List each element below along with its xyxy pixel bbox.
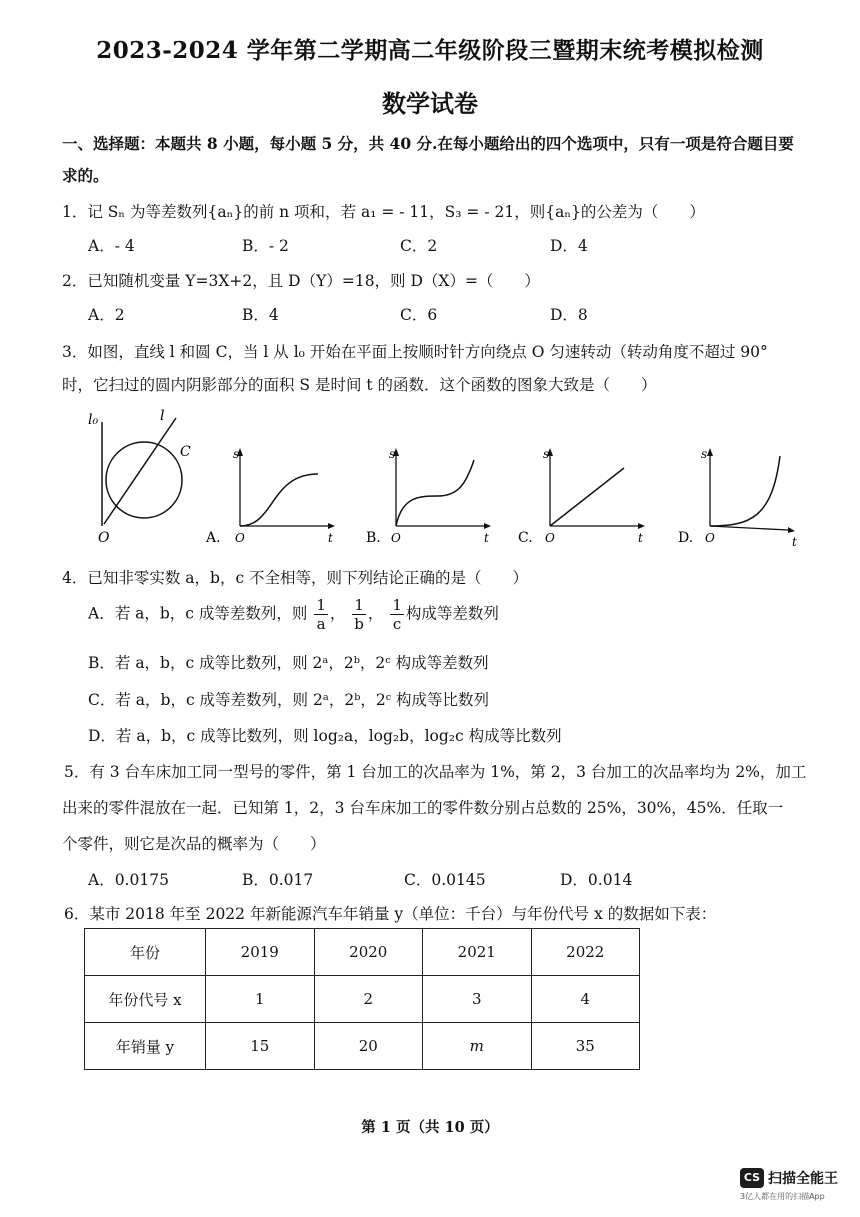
table-cell: 年份: [85, 929, 206, 976]
svg-text:O: O: [545, 531, 555, 545]
q2-stem: 2．已知随机变量 Y=3X+2，且 D（Y）=18，则 D（X）=（ ）: [62, 272, 540, 290]
curve: [240, 474, 318, 526]
q2-option-a: A．2: [88, 306, 125, 324]
svg-text:O: O: [235, 531, 245, 545]
circle-c: [106, 442, 182, 518]
svg-text:s: s: [701, 447, 708, 461]
svg-text:t: t: [328, 531, 333, 545]
table-row: [85, 1023, 640, 1070]
curve: [550, 468, 624, 526]
exam-title: 2023-2024 学年第二学期高二年级阶段三暨期末统考模拟检测: [96, 37, 764, 64]
q2-option-b: B．4: [242, 306, 279, 324]
option-b-label: B.: [366, 530, 381, 546]
exam-subtitle: 数学试卷: [382, 89, 478, 118]
page-footer: 第 1 页（共 10 页）: [361, 1119, 499, 1136]
q3-figures: [70, 400, 810, 560]
svg-text:O: O: [705, 531, 715, 545]
q5-stem-line1: 5．有 3 台车床加工同一型号的零件，第 1 台加工的次品率为 1%，第 2，3 台加工的次品率均为 2%，加工: [64, 763, 807, 781]
svg-text:t: t: [792, 535, 797, 549]
q5-option-a: A．0.0175: [88, 871, 169, 889]
table-cell: 1: [206, 976, 315, 1023]
q1-option-d: D．4: [550, 237, 588, 255]
q3-graph-b: [366, 447, 491, 546]
option-c-label: C.: [518, 530, 533, 546]
section-heading: 一、选择题：本题共 8 小题，每小题 5 分，共 40 分.在每小题给出的四个选项中，只有一项是符合题目要: [62, 134, 794, 153]
scanner-watermark: [740, 1167, 850, 1202]
brand-name: 扫描全能王: [768, 1170, 838, 1187]
option-a-label: A.: [206, 530, 221, 546]
q4-option-c: C．若 a，b，c 成等差数列，则 2ᵃ，2ᵇ，2ᶜ 构成等比数列: [88, 691, 490, 709]
curve: [396, 460, 474, 526]
line-l: [104, 418, 176, 524]
q4-stem: 4．已知非零实数 a，b，c 不全相等，则下列结论正确的是（ ）: [62, 569, 529, 587]
x-axis: [710, 526, 788, 530]
label-o: O: [98, 530, 110, 546]
q3-stem-line2: 时，它扫过的圆内阴影部分的面积 S 是时间 t 的函数．这个函数的图象大致是（ ）: [62, 376, 657, 394]
table-row: [85, 976, 640, 1023]
table-cell: 3: [423, 976, 532, 1023]
q3-stem-line1: 3．如图，直线 l 和圆 C，当 l 从 l₀ 开始在平面上按顺时针方向绕点 O 匀速转动（转动角度不超过 90°: [62, 343, 768, 361]
svg-text:t: t: [638, 531, 643, 545]
svg-text:s: s: [389, 447, 396, 461]
q2-option-c: C．6: [400, 306, 438, 324]
label-l0: l₀: [88, 412, 99, 428]
label-c: C: [180, 444, 191, 460]
brand-tagline: 3亿人都在用的扫描App: [740, 1191, 825, 1201]
q2-option-d: D．8: [550, 306, 588, 324]
section-heading-cont: 求的。: [62, 166, 109, 185]
q1-stem: 1．记 Sₙ 为等差数列{aₙ}的前 n 项和，若 a₁ = - 11，S₃ = - 21，则{aₙ}的公差为（ ）: [62, 203, 705, 221]
table-cell: 15: [206, 1023, 315, 1070]
q3-graph-d: [678, 447, 797, 549]
q5-option-c: C．0.0145: [404, 871, 486, 889]
table-cell: 2021: [423, 929, 532, 976]
table-cell: 2020: [314, 929, 423, 976]
table-cell: 20: [314, 1023, 423, 1070]
q1-option-a: A．- 4: [88, 237, 135, 255]
svg-text:s: s: [233, 447, 240, 461]
svg-text:O: O: [391, 531, 401, 545]
table-cell: 年份代号 x: [85, 976, 206, 1023]
cs-logo-icon: CS: [740, 1168, 764, 1188]
q4-option-b: B．若 a，b，c 成等比数列，则 2ᵃ，2ᵇ，2ᶜ 构成等差数列: [88, 654, 489, 672]
table-cell: 4: [531, 976, 640, 1023]
table-cell: m: [423, 1023, 532, 1070]
q5-stem-line2: 出来的零件混放在一起．已知第 1，2，3 台车床加工的零件数分别占总数的 25%，30%，45%．任取一: [62, 799, 784, 817]
q3-main-figure: [88, 408, 191, 546]
table-cell: 35: [531, 1023, 640, 1070]
table-cell: 2022: [531, 929, 640, 976]
option-d-label: D.: [678, 530, 694, 546]
curve: [710, 456, 780, 526]
q6-data-table: [84, 928, 640, 1070]
q5-option-d: D．0.014: [560, 871, 633, 889]
svg-text:s: s: [543, 447, 550, 461]
q5-stem-line3: 个零件，则它是次品的概率为（ ）: [62, 835, 326, 853]
svg-text:t: t: [484, 531, 489, 545]
table-cell: 2: [314, 976, 423, 1023]
q3-graph-a: [205, 447, 335, 546]
q5-option-b: B．0.017: [242, 871, 314, 889]
q4-option-d: D．若 a，b，c 成等比数列，则 log₂a，log₂b，log₂c 构成等比数列: [88, 727, 562, 745]
q6-stem: 6．某市 2018 年至 2022 年新能源汽车年销量 y（单位：千台）与年份代号 x 的数据如下表：: [64, 905, 717, 923]
q4-option-a: A．若 a，b，c 成等差数列，则 $\frac{1}{a}$ ， $\frac{1}{b}$ ， $\frac{1}{c}$ 构成等差数列: [88, 596, 499, 633]
table-cell: 年销量 y: [85, 1023, 206, 1070]
q1-option-b: B．- 2: [242, 237, 289, 255]
label-l: l: [160, 408, 165, 424]
q1-option-c: C．2: [400, 237, 438, 255]
q3-graph-c: [518, 447, 645, 546]
table-cell: 2019: [206, 929, 315, 976]
table-row: [85, 929, 640, 976]
